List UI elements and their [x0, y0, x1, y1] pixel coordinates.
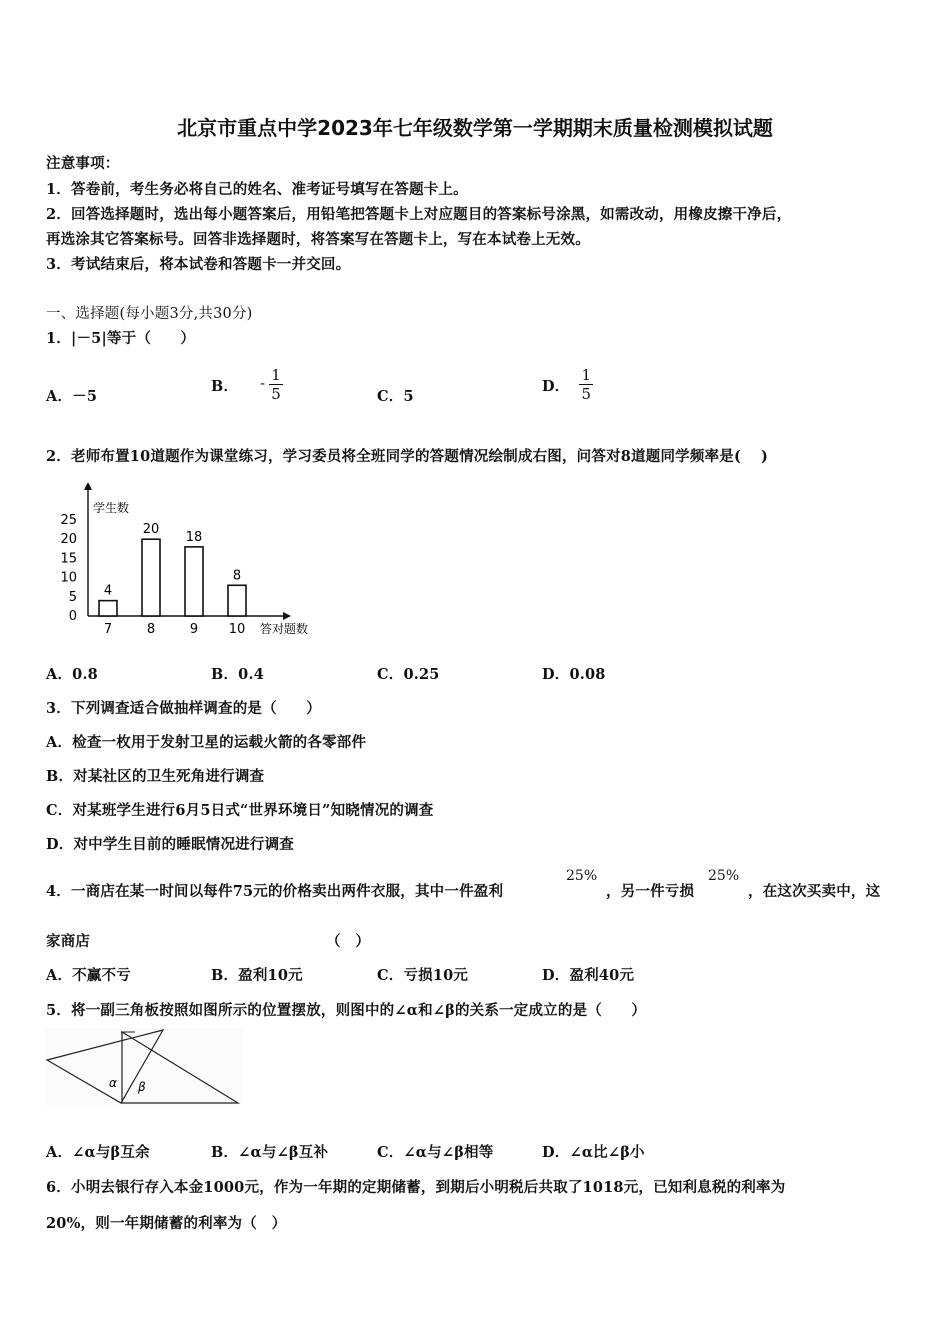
- q5-stem: 5．将一副三角板按照如图所示的位置摆放，则图中的∠α和∠β的关系一定成立的是（ ）: [46, 1002, 647, 1019]
- y-tick-label: 25: [60, 513, 77, 528]
- figure-background: [45, 1028, 242, 1106]
- q4-option-b: B．盈利10元: [211, 967, 303, 984]
- y-tick-label: 5: [68, 589, 77, 605]
- q4-stem-c: ，在这次买卖中，这: [748, 883, 881, 900]
- q4-stem-a: 4．一商店在某一时间以每件75元的价格卖出两件衣服，其中一件盈利: [46, 883, 504, 900]
- q2-option-b: B．0.4: [211, 666, 264, 683]
- q1-d-numerator: 1: [581, 365, 592, 384]
- y-axis-arrow: [84, 482, 92, 490]
- q4-percent-2: 25%: [708, 868, 740, 884]
- q1-d-denominator: 5: [581, 384, 592, 403]
- q2-bar-chart: [55, 482, 330, 642]
- q1-d-label: D．: [542, 377, 570, 395]
- bar-value-label: 18: [185, 529, 203, 545]
- q4-stem-b: ，另一件亏损: [606, 883, 695, 900]
- q4-option-a: A．不赢不亏: [46, 967, 131, 984]
- q2-option-a: A．0.8: [46, 666, 98, 683]
- q3-option-b: B．对某社区的卫生死角进行调查: [46, 768, 265, 785]
- bar-9: [185, 547, 203, 616]
- y-tick-label: 0: [68, 609, 77, 624]
- q3-option-a: A．检查一枚用于发射卫星的运载火箭的各零部件: [46, 734, 367, 751]
- x-tick-label: 9: [189, 622, 199, 637]
- y-tick-label: 20: [60, 532, 77, 548]
- bar-value-label: 8: [232, 568, 242, 584]
- q1-b-numerator: 1: [271, 365, 282, 384]
- bar-10: [228, 585, 246, 616]
- notice-item-3: 3．考试结束后，将本试卷和答题卡一并交回。: [46, 256, 351, 273]
- y-tick-label: 15: [60, 551, 77, 567]
- bar-7: [99, 601, 117, 616]
- q3-option-d: D．对中学生目前的睡眠情况进行调查: [46, 836, 294, 853]
- q2-option-d: D．0.08: [542, 666, 606, 683]
- x-tick-label: 8: [146, 622, 156, 637]
- x-axis-arrow: [283, 612, 291, 620]
- bar-value-label: 20: [142, 522, 160, 538]
- notice-heading: 注意事项：: [46, 155, 120, 172]
- q4-option-d: D．盈利40元: [542, 967, 635, 984]
- q6-stem-b: 20%，则一年期储蓄的利率为（ ）: [46, 1215, 287, 1232]
- q4-option-c: C．亏损10元: [377, 967, 469, 984]
- section-heading: 一、选择题(每小题3分,共30分): [46, 306, 253, 322]
- x-axis-label: 答对题数: [260, 622, 309, 636]
- q2-stem: 2．老师布置10道题作为课堂练习，学习委员将全班同学的答题情况绘制成右图，问答对8道题同学频率是( ): [46, 448, 769, 465]
- q1-b-sign: -: [260, 376, 266, 392]
- q1-b-fraction: [269, 366, 283, 403]
- q5-option-d: D．∠α比∠β小: [542, 1144, 645, 1161]
- y-tick-label: 10: [60, 570, 77, 586]
- q5-option-c: C．∠α与∠β相等: [377, 1144, 494, 1161]
- q5-option-b: B．∠α与∠β互补: [211, 1144, 329, 1161]
- q3-option-c: C．对某班学生进行6月5日式“世界环境日”知晓情况的调查: [46, 802, 434, 819]
- q3-stem: 3．下列调查适合做抽样调查的是（ ）: [46, 700, 321, 717]
- q4-percent-1: 25%: [566, 868, 598, 884]
- q1-option-d: [542, 362, 593, 406]
- angle-beta-label: β: [138, 1080, 146, 1094]
- q5-option-a: A．∠α与β互余: [46, 1144, 150, 1161]
- notice-item-2b: 再选涂其它答案标号。回答非选择题时，将答案写在答题卡上，写在本试卷上无效。: [46, 231, 590, 248]
- bar-8: [142, 539, 160, 616]
- q1-d-fraction: [579, 366, 593, 403]
- angle-alpha-label: α: [109, 1076, 117, 1090]
- page-title: 北京市重点中学2023年七年级数学第一学期期末质量检测模拟试题: [177, 116, 773, 140]
- q1-b-label: B．: [211, 377, 239, 395]
- q6-stem-a: 6．小明去银行存入本金1000元，作为一年期的定期储蓄，到期后小明税后共取了1018元，已知利息税的利率为: [46, 1179, 786, 1196]
- q1-option-a: A．－5: [46, 388, 98, 405]
- q4-stem-d: 家商店: [46, 933, 91, 950]
- q1-b-denominator: 5: [271, 384, 282, 403]
- chart-plot-area: [60, 482, 308, 637]
- q5-triangle-figure: [45, 1028, 242, 1106]
- q2-option-c: C．0.25: [377, 666, 440, 683]
- bar-value-label: 4: [103, 583, 113, 599]
- x-tick-label: 10: [228, 622, 246, 637]
- q4-blank: （ ）: [326, 933, 371, 950]
- notice-item-2a: 2．回答选择题时，选出每小题答案后，用铅笔把答题卡上对应题目的答案标号涂黑，如需改动，用橡皮擦干净后，: [46, 206, 792, 223]
- notice-item-1: 1．答卷前，考生务必将自己的姓名、准考证号填写在答题卡上。: [46, 181, 468, 198]
- q1-option-c: C．5: [377, 388, 414, 405]
- y-axis-label: 学生数: [93, 501, 130, 515]
- x-tick-label: 7: [103, 622, 113, 637]
- q1-option-b: [211, 362, 283, 406]
- q1-stem: 1．|－5|等于（ ）: [46, 330, 196, 347]
